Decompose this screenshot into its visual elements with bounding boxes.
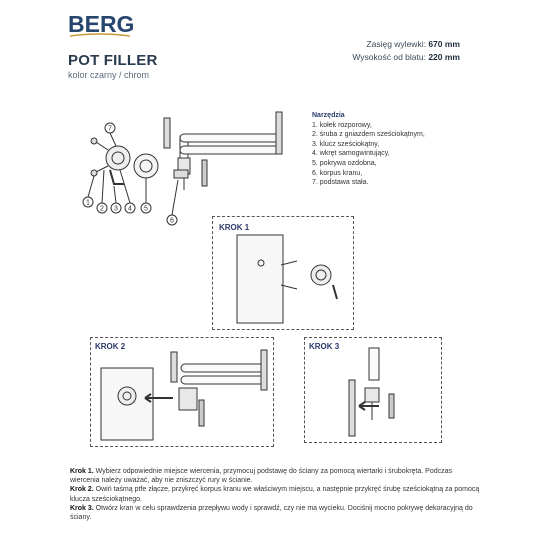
step-3-box xyxy=(304,337,442,443)
tools-list xyxy=(312,111,425,188)
instruction-step-1 xyxy=(70,467,480,485)
tool-item: 6. korpus kranu, xyxy=(312,169,363,177)
tool-item: 5. pokrywa ozdobna, xyxy=(312,159,377,167)
berg-logo xyxy=(68,8,135,42)
instruction-step-3 xyxy=(70,504,480,522)
instructions xyxy=(70,467,480,522)
instruction-text: Owiń taśmą ptfe złącze, przykręć korpus kranu we właściwym miejscu, a następnie przykręć śrubę sześciokątną za pomocą klucza sześciokątnego. xyxy=(70,486,480,503)
callout-5: 5 xyxy=(144,205,148,213)
spec-value: 670 mm xyxy=(428,39,460,49)
tool-item: 3. klucz sześciokątny, xyxy=(312,140,380,148)
step-1-box xyxy=(212,216,354,330)
spec-value: 220 mm xyxy=(428,52,460,62)
product-title: POT FILLER xyxy=(68,52,158,69)
callout-7: 7 xyxy=(108,125,112,133)
callout-6: 6 xyxy=(170,217,174,225)
exploded-diagram xyxy=(80,100,300,230)
callout-3: 3 xyxy=(114,205,118,213)
spec-label: Wysokość od blatu: xyxy=(352,52,426,62)
tool-item: 4. wkręt samogwintujący, xyxy=(312,150,390,158)
product-subtitle: kolor czarny / chrom xyxy=(68,70,150,80)
callout-1: 1 xyxy=(86,199,90,207)
tool-item: 7. podstawa stała. xyxy=(312,179,369,187)
callout-4: 4 xyxy=(128,205,132,213)
tool-item: 1. kołek rozporowy, xyxy=(312,121,372,129)
tool-item: 2. śruba z gniazdem sześciokątnym, xyxy=(312,131,425,139)
step-1-label: KROK 1 xyxy=(219,223,250,232)
step-1-illustration xyxy=(237,235,349,325)
step-2-box xyxy=(90,337,274,447)
instruction-step-2 xyxy=(70,485,480,503)
step-2-label: KROK 2 xyxy=(95,342,126,351)
spec-spout-reach xyxy=(366,39,460,49)
step-2-illustration xyxy=(99,346,269,442)
spec-label: Zasięg wylewki: xyxy=(366,39,426,49)
spec-height xyxy=(352,52,460,62)
instruction-text: Otwórz kran w celu sprawdzenia przepływu wody i sprawdź, czy nie ma wycieku. Dociśnij mocno pokrywę dekoracyjną do ściany. xyxy=(70,504,473,522)
step-3-label: KROK 3 xyxy=(309,342,340,351)
instruction-text: Wybierz odpowiednie miejsce wiercenia, przymocuj podstawę do ściany za pomocą wiertarki i śrubokręta. Podczas wiercenia należy uważać, aby nie zniszczyć rury w ścianie. xyxy=(70,468,452,485)
instruction-label: Krok 3. xyxy=(70,504,94,512)
step-3-illustration xyxy=(335,344,415,440)
tools-heading: Narzędzia xyxy=(312,112,345,119)
instruction-label: Krok 1. xyxy=(70,468,94,475)
instruction-label: Krok 2. xyxy=(70,486,94,494)
callout-2: 2 xyxy=(100,205,104,213)
logo-text: BERG xyxy=(68,11,135,37)
